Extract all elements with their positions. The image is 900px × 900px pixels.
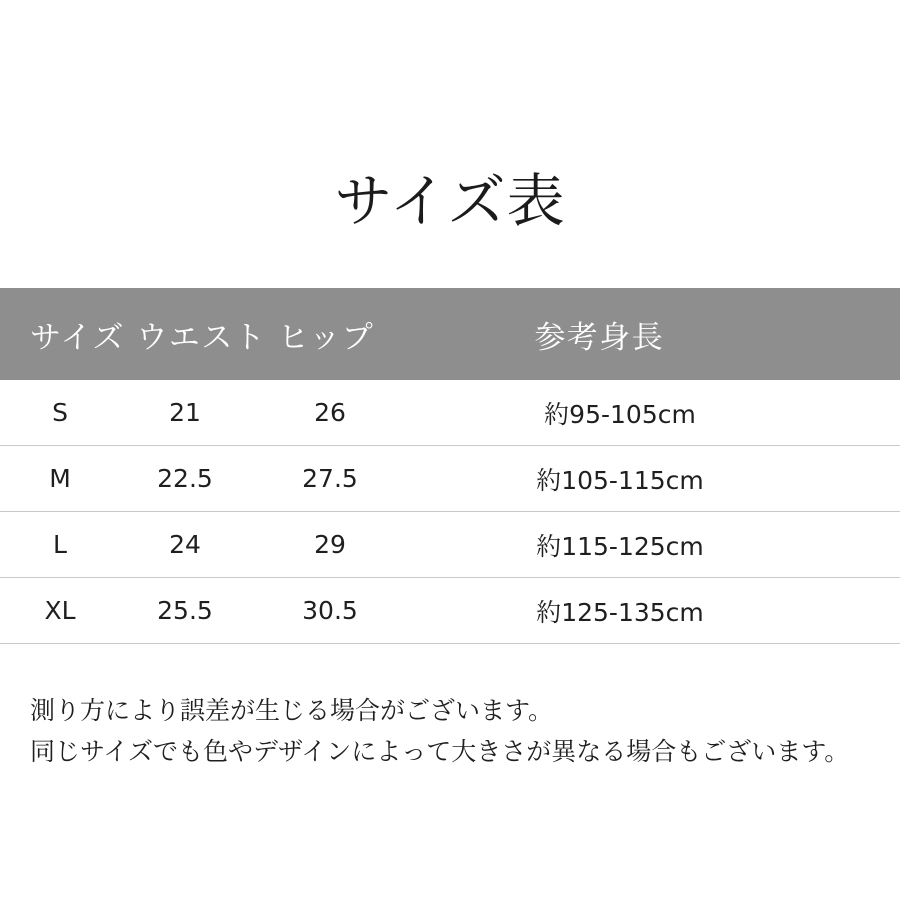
table-row: [0, 578, 900, 644]
cell-size: M: [49, 464, 71, 493]
cell-hip: 29: [314, 530, 346, 559]
title-area: [0, 167, 900, 235]
notes-section: [30, 690, 880, 773]
cell-waist: 21: [169, 398, 201, 427]
cell-hip: 30.5: [302, 596, 358, 625]
cell-hip: 27.5: [302, 464, 358, 493]
cell-size: XL: [44, 596, 76, 625]
table-row: [0, 446, 900, 512]
cell-height: 約105-115cm: [536, 465, 704, 495]
table-row: [0, 512, 900, 578]
table-header-row: [0, 288, 900, 380]
cell-waist: 24: [169, 530, 201, 559]
cell-waist: 22.5: [157, 464, 213, 493]
table-header-left-label: サイズ ウエスト ヒップ: [30, 319, 375, 356]
cell-height: 約95-105cm: [544, 399, 696, 429]
page-title: サイズ表: [334, 167, 566, 235]
size-table: [0, 288, 900, 644]
note-line-1: 測り方により誤差が生じる場合がございます。: [30, 696, 554, 725]
cell-height: 約115-125cm: [536, 531, 704, 561]
cell-hip: 26: [314, 398, 346, 427]
cell-size: L: [53, 530, 67, 559]
cell-size: S: [52, 398, 68, 427]
cell-waist: 25.5: [157, 596, 213, 625]
table-row: [0, 380, 900, 446]
note-line-2: 同じサイズでも色やデザインによって大きさが異なる場合もございます。: [30, 737, 850, 767]
table-header-right-label: 参考身長: [534, 319, 665, 356]
cell-height: 約125-135cm: [536, 597, 704, 627]
